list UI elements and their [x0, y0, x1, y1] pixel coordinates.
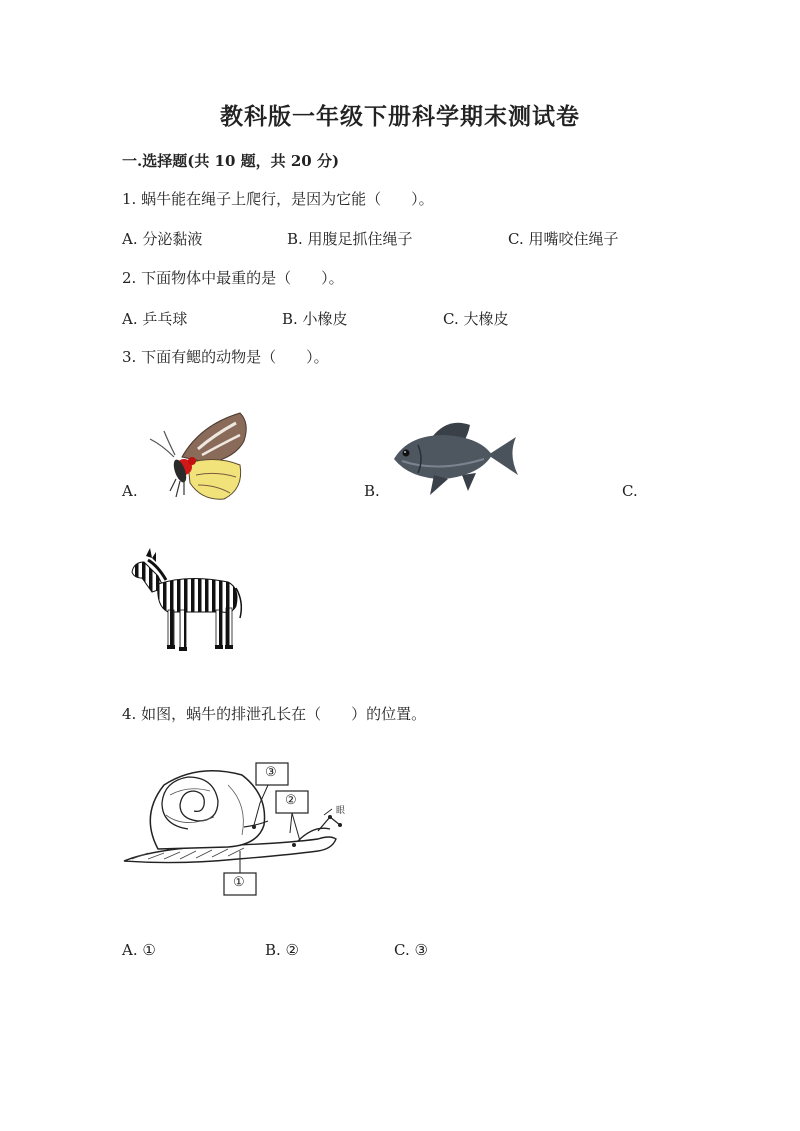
section-heading: 一.选择题(共 10 题，共 20 分)	[122, 152, 340, 170]
question-3-option-c[interactable]: C.	[622, 482, 638, 500]
butterfly-image	[140, 405, 255, 505]
fish-image	[388, 415, 520, 497]
zebra-image	[128, 548, 246, 652]
question-3-option-a[interactable]: A.	[122, 482, 138, 500]
label-1: ①	[233, 875, 245, 890]
question-2-option-c[interactable]: C. 大橡皮	[443, 310, 509, 328]
question-1-text: 1. 蜗牛能在绳子上爬行，是因为它能（ ）。	[122, 190, 434, 208]
question-4-text: 4. 如图，蜗牛的排泄孔长在（ ）的位置。	[122, 705, 427, 723]
question-4-option-b[interactable]: B. ②	[265, 941, 300, 959]
question-2-option-a[interactable]: A. 乒乓球	[122, 310, 188, 328]
question-2-option-b[interactable]: B. 小橡皮	[282, 310, 348, 328]
label-2: ②	[285, 793, 297, 808]
question-3-text: 3. 下面有鳃的动物是（ ）。	[122, 348, 329, 366]
question-4-option-a[interactable]: A. ①	[122, 941, 156, 959]
question-4-option-c[interactable]: C. ③	[394, 941, 428, 959]
question-2-text: 2. 下面物体中最重的是（ ）。	[122, 269, 344, 287]
question-1-option-b[interactable]: B. 用腹足抓住绳子	[287, 230, 413, 248]
question-1-option-a[interactable]: A. 分泌黏液	[122, 230, 203, 248]
question-3-option-b[interactable]: B.	[364, 482, 380, 500]
page-title: 教科版一年级下册科学期末测试卷	[220, 103, 580, 130]
label-3: ③	[265, 765, 277, 780]
question-1-option-c[interactable]: C. 用嘴咬住绳子	[508, 230, 619, 248]
label-eye: 眼	[336, 806, 346, 816]
